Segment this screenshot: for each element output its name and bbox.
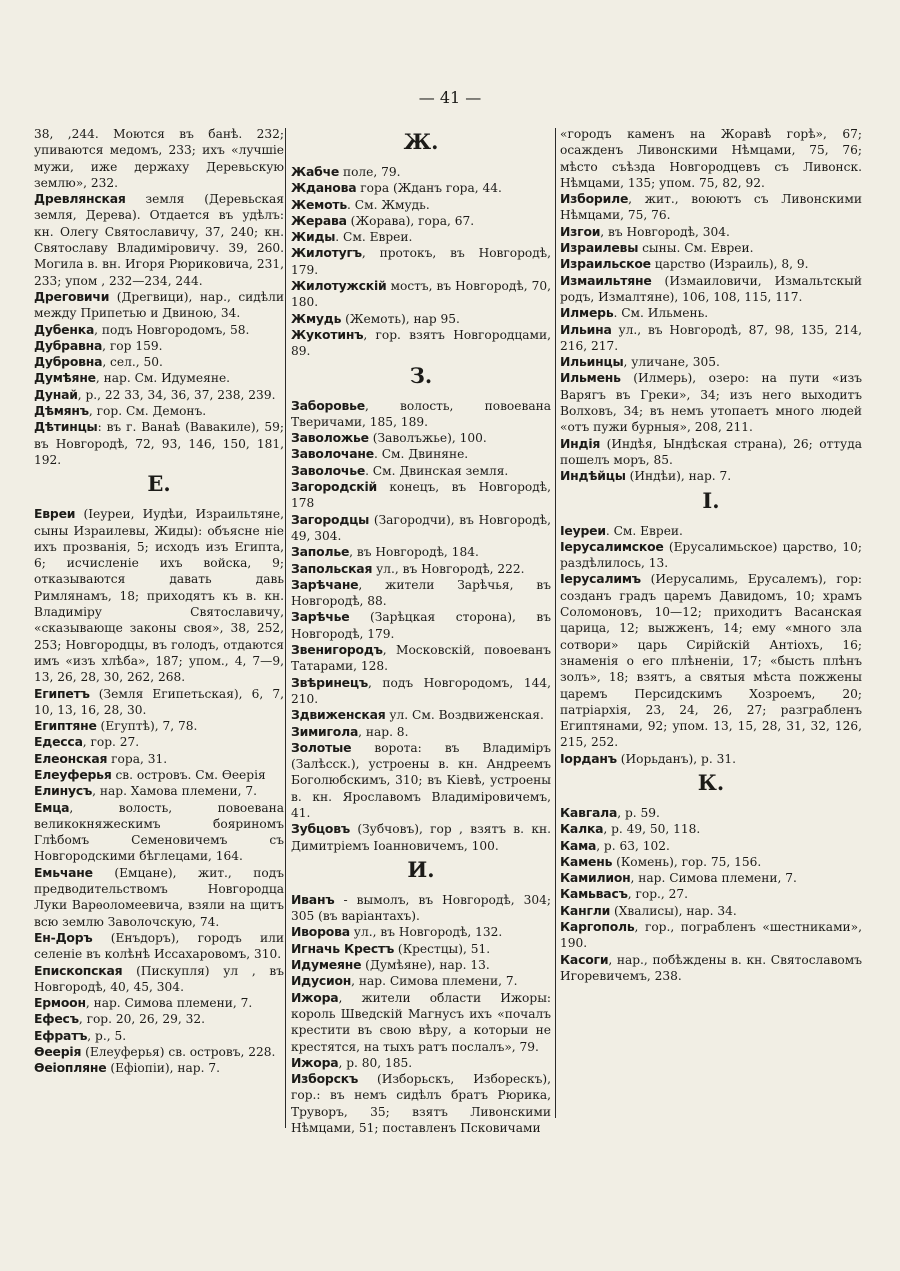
entry-text: , гор. 27. (82, 735, 140, 750)
entry-text: , нар. Хамова племени, 7. (92, 784, 257, 799)
entry-headword: Израилевы (560, 240, 639, 256)
index-entry (34, 322, 284, 338)
index-entry (34, 865, 284, 930)
index-entry (560, 821, 862, 837)
entry-text: , Московскій, повоеванъ Татарами, 128. (291, 643, 551, 674)
entry-text: . См. Двинская земля. (365, 463, 509, 478)
entry-headword: Золотые (291, 739, 352, 755)
entry-headword: Заволочане (291, 446, 374, 462)
entry-headword: Іеуреи (560, 522, 606, 538)
entry-headword: Избориле (560, 191, 629, 207)
index-entry (291, 213, 551, 229)
entry-text: царство (Израиль), 8, 9. (650, 257, 809, 272)
index-entry (34, 767, 284, 783)
entry-headword: Камень (560, 853, 613, 869)
entry-text: , жители области Ижоры: король Шведскій Магнусъ ихъ «почалъ крестити въ свою вѣру, а которыи не крестятся, на тыхъ ратъ послалъ», 79. (291, 990, 551, 1054)
entry-headword: Елеонская (34, 750, 108, 766)
entry-text: , нар. См. Идумеяне. (95, 371, 231, 386)
entry-text: ворота: въ Владиміръ (Залѣсск.), устроены в. кн. Андреемъ Боголюбскимъ, 310; въ Кіевѣ, устроены в. кн. Ярославомъ Владиміровичемъ, 41. (291, 740, 551, 820)
column-divider (285, 128, 286, 1128)
index-entry (291, 245, 551, 278)
entry-text: конецъ, въ Новгородѣ, 178 (291, 480, 551, 511)
index-entry (291, 724, 551, 740)
entry-headword: Дунай (34, 386, 78, 402)
index-column-2 (291, 126, 551, 1136)
entry-headword: Идумеяне (291, 957, 362, 973)
entry-text: (Елеуферья) св. островъ, 228. (81, 1045, 276, 1060)
index-entry (34, 403, 284, 419)
index-entry (34, 800, 284, 865)
index-entry (34, 191, 284, 289)
entry-text: (Земля Египетьская), 6, 7, 10, 13, 16, 28, 30. (34, 686, 284, 717)
index-entry (291, 973, 551, 989)
entry-text: (Зубчовъ), гор , взятъ в. кн. Димитріемъ Іоанновичемъ, 100. (291, 822, 551, 853)
entry-text: (Крестцы), 51. (394, 941, 491, 956)
index-entry (560, 273, 862, 306)
index-entry (291, 180, 551, 196)
entry-text: , нар. Симова племени, 7. (351, 974, 518, 989)
entry-text: (Іеуреи, Иудѣи, Израильтяне, сыны Израилевы, Жиды): объясне ніе ихъ прозванія, 5; исходъ изъ Египта, 6; исчисленіе ихъ войска, 9; отказываются давать давь Римлянамъ, 18; приходятъ къ в. кн. Владиміру Святославичу, «сказывающе законы своя», 38, 252, 253; Новгородцы, въ голодъ, отдаются имъ «изъ хлѣба», 187; упом., 4, 7—9, 13, 26, 28, 30, 262, 268. (34, 507, 284, 685)
section-letter: I. (702, 487, 720, 513)
index-entry (34, 354, 284, 370)
index-column-3 (560, 126, 862, 984)
entry-headword: Ѳеіопляне (34, 1060, 107, 1076)
entry-headword: Дѣтинцы (34, 419, 98, 435)
index-entry (291, 398, 551, 431)
entry-text: (Жемоть), нар 95. (341, 311, 460, 326)
index-entry (34, 419, 284, 468)
entry-text: , р. 80, 185. (338, 1055, 413, 1070)
entry-headword: Зубцовъ (291, 821, 350, 837)
entry-headword: Іерусалимское (560, 538, 664, 554)
index-entry (560, 870, 862, 886)
entry-headword: Зарѣчье (291, 609, 350, 625)
entry-headword: Думѣяне (34, 370, 96, 386)
entry-headword: Звенигородъ (291, 642, 383, 658)
index-entry (291, 675, 551, 708)
entry-headword: Кангли (560, 902, 611, 918)
entry-text: . См. Евреи. (335, 230, 413, 245)
entry-headword: Заборовье (291, 397, 365, 413)
entry-headword: Елеуферья (34, 766, 112, 782)
index-entry (291, 577, 551, 610)
entry-headword: Идусион (291, 973, 352, 989)
entry-headword: Емца (34, 799, 70, 815)
entry-headword: Дреговичи (34, 288, 110, 304)
entry-text: , нар. 8. (358, 724, 409, 739)
index-entry (291, 707, 551, 723)
entry-text: ул. См. Воздвиженская. (385, 708, 544, 723)
entry-text: (Изборьскъ, Изборескъ), гор.: въ немъ сидѣлъ братъ Рюрика, Труворъ, 35; взятъ Ливонскими Нѣмцами, 51; поставленъ Псковичами (291, 1072, 551, 1136)
index-entry (34, 734, 284, 750)
entry-text: ул., въ Новгородѣ, 87, 98, 135, 214, 216, 217. (560, 322, 862, 353)
entry-text: (Думѣяне), нар. 13. (361, 958, 490, 973)
entry-headword: Заволожье (291, 430, 369, 446)
entry-headword: Ефратъ (34, 1027, 88, 1043)
entry-headword: Запольская (291, 560, 373, 576)
entry-text: , нар. Симова племени, 7. (630, 871, 797, 886)
entry-text: (Иорьданъ), р. 31. (616, 751, 736, 766)
entry-text: , р., 22 33, 34, 36, 37, 238, 239. (77, 387, 276, 402)
entry-text: . См. Ильмень. (613, 306, 709, 321)
section-letter: З. (409, 362, 433, 388)
entry-headword: Жданова (291, 180, 357, 196)
entry-headword: Заполье (291, 544, 350, 560)
entry-headword: Дубравна (34, 337, 103, 353)
entry-text: (Комень), гор. 75, 156. (612, 854, 762, 869)
entry-headword: Иворова (291, 924, 350, 940)
entry-text: , гор., пограбленъ «шестниками», 190. (560, 920, 862, 951)
entry-headword: Камилион (560, 870, 631, 886)
entry-headword: Жиды (291, 229, 336, 245)
entry-text: поле, 79. (339, 165, 401, 179)
entry-headword: Ижора (291, 989, 339, 1005)
entry-text: гора (Жданъ гора, 44. (356, 181, 502, 196)
entry-headword: Емьчане (34, 864, 93, 880)
entry-headword: Египтяне (34, 718, 97, 734)
entry-text: гора, 31. (107, 751, 168, 766)
entry-headword: Едесса (34, 734, 83, 750)
index-entry (560, 126, 862, 191)
section-letter: К. (697, 769, 725, 795)
index-entry (291, 164, 551, 180)
entry-text: , гор. взятъ Новгородцами, 89. (291, 327, 551, 359)
index-entry (560, 854, 862, 870)
entry-headword: Зимигола (291, 723, 359, 739)
entry-headword: Звѣринецъ (291, 674, 368, 690)
entry-headword: Дубенка (34, 321, 95, 337)
index-entry (291, 544, 551, 560)
entry-text: (Егуптѣ), 7, 78. (96, 719, 198, 734)
entry-headword: Ефесъ (34, 1011, 79, 1027)
index-entry (34, 1011, 284, 1027)
entry-headword: Жилотужскій (291, 278, 387, 294)
index-entry (291, 892, 551, 925)
index-entry (560, 354, 862, 370)
entry-text: , р. 49, 50, 118. (603, 822, 701, 837)
entry-text: . См. Жмудь. (347, 197, 430, 212)
entry-headword: Ермоон (34, 995, 86, 1011)
entry-headword: Кавгала (560, 804, 618, 820)
index-entry (560, 919, 862, 952)
entry-text: земля (Деревьская земля, Дерева). Отдается въ удѣлъ: кн. Олегу Святославичу, 37, 240; кн. Святославу Владиміровичу. 39, 260. Могила в. вн. Игоря Рюриковича, 231, 233; упом , 232—234, 244. (34, 192, 284, 288)
entry-text: (Жорава), гора, 67. (346, 213, 475, 228)
entry-text: , нар. Симова племени, 7. (85, 996, 253, 1011)
entry-headword: Іерусалимъ (560, 571, 641, 587)
index-entry (560, 903, 862, 919)
index-entry (291, 561, 551, 577)
entry-text: ул., въ Новгородѣ, 132. (349, 925, 503, 940)
entry-text: , р. 59. (617, 805, 660, 820)
entry-headword: Жабче (291, 164, 340, 179)
entry-headword: Дубровна (34, 354, 103, 370)
index-entry (560, 523, 862, 539)
entry-headword: Древлянская (34, 191, 126, 207)
entry-headword: Изборскъ (291, 1071, 359, 1087)
entry-headword: Каргополь (560, 919, 635, 935)
index-entry (34, 718, 284, 734)
index-entry (34, 1060, 284, 1076)
index-entry (34, 751, 284, 767)
entry-headword: Ильина (560, 321, 612, 337)
entry-text: (Пискупля) ул , въ Новгородѣ, 40, 45, 304. (34, 963, 284, 994)
index-entry (34, 338, 284, 354)
index-entry (34, 126, 284, 191)
index-entry (560, 751, 862, 767)
index-entry (560, 468, 862, 484)
entry-headword: Загородцы (291, 511, 370, 527)
index-entry (291, 924, 551, 940)
entry-headword: Камьвасъ (560, 886, 628, 902)
entry-headword: Загородскій (291, 479, 378, 495)
index-entry (291, 311, 551, 327)
index-entry (560, 256, 862, 272)
entry-headword: Зарѣчане (291, 576, 359, 592)
index-entry (291, 957, 551, 973)
entry-headword: Елинусъ (34, 783, 93, 799)
entry-text: мостъ, въ Новгородѣ, 70, 180. (291, 279, 551, 310)
entry-text: (Зарѣцкая сторона), въ Новгородѣ, 179. (291, 610, 551, 641)
entry-text: «городъ каменъ на Жоравѣ горѣ», 67; осажденъ Ливонскими Нѣмцами, 75, 76; мѣсто съѣзда Новгородцевъ съ Ливонск. Нѣмцами, 135; упом. 75, 82, 92. (560, 127, 862, 190)
entry-text: , въ Новгородѣ, 304. (600, 224, 730, 239)
entry-text: : въ г. Ванаѣ (Вавакиле), 59; въ Новгородѣ, 72, 93, 146, 150, 181, 192. (34, 420, 284, 467)
entry-headword: Ильинцы (560, 354, 624, 370)
index-entry (291, 1055, 551, 1071)
entry-text: (Илмерь), озеро: на пути «изъ Варягъ въ Греки», 34; изъ него выходитъ Волховъ, 34; въ немъ утопаетъ много людей «отъ пужи бурныя», 208, 211. (560, 371, 862, 435)
entry-text: , протокъ, въ Новгородѣ, 179. (291, 246, 551, 277)
index-entry (34, 930, 284, 963)
entry-headword: Заволочье (291, 462, 366, 478)
index-entry (291, 197, 551, 213)
index-entry (560, 838, 862, 854)
entry-headword: Илмерь (560, 305, 614, 321)
entry-text: , гор 159. (102, 338, 163, 353)
entry-text: , гор., 27. (627, 887, 688, 902)
index-entry (291, 821, 551, 854)
entry-text: ул., въ Новгородѣ, 222. (372, 561, 525, 576)
index-entry (34, 506, 284, 685)
index-entry (560, 571, 862, 750)
entry-text: , гор. См. Демонъ. (88, 404, 207, 419)
entry-text: (Дрегвици), нар., сидѣли между Припетью и Двиною, 34. (34, 289, 284, 321)
entry-text: (Хвалисы), нар. 34. (610, 903, 737, 918)
entry-headword: Ижора (291, 1054, 339, 1070)
index-entry (291, 229, 551, 245)
entry-text: (Емцане), жит., подъ предводительствомъ Новгородца Луки Варѳоломеевича, взяли на щитъ всю землю Заволочскую, 74. (34, 865, 284, 929)
entry-headword: Жемоть (291, 196, 348, 212)
index-entry (291, 479, 551, 512)
page-number: — 41 — (418, 88, 482, 107)
entry-text: , подъ Новгородомъ, 58. (94, 322, 250, 337)
index-entry (34, 783, 284, 799)
section-letter: И. (407, 856, 435, 882)
index-entry (560, 305, 862, 321)
entry-headword: Ѳеерія (34, 1044, 82, 1060)
index-entry (291, 740, 551, 821)
index-column-1 (34, 126, 284, 1077)
entry-text: - вымолъ, въ Новгородѣ, 304; 305 (въ варіантахъ). (291, 892, 551, 924)
entry-text: (Енъдоръ), городъ или селеніе въ колѣнѣ Иссахаровомъ, 310. (34, 930, 284, 962)
entry-headword: Касоги (560, 951, 609, 967)
section-letter: Е. (147, 471, 171, 497)
entry-text: . См. Евреи. (605, 523, 683, 538)
entry-headword: Калка (560, 821, 604, 837)
index-entry (291, 278, 551, 311)
entry-text: , въ Новгородѣ, 184. (349, 545, 479, 560)
entry-text: (Ефіопіи), нар. 7. (106, 1061, 220, 1076)
index-entry (560, 805, 862, 821)
entry-text: , подъ Новгородомъ, 144, 210. (291, 675, 551, 706)
index-entry (34, 1028, 284, 1044)
entry-text: , жит., воюютъ съ Ливонскими Нѣмцами, 75, 76. (560, 192, 862, 223)
entry-headword: Здвиженская (291, 707, 386, 723)
entry-headword: Жилотугъ (291, 245, 362, 261)
index-entry (34, 995, 284, 1011)
index-entry (291, 463, 551, 479)
entry-text: (Индѣя, Ындѣская страна), 26; оттуда пошелъ моръ, 85. (560, 436, 862, 467)
entry-headword: Ильмень (560, 370, 621, 386)
entry-text: , р. 63, 102. (596, 838, 670, 853)
entry-text: (Индѣи), нар. 7. (625, 469, 732, 484)
entry-headword: Жерава (291, 212, 347, 228)
entry-text: , волость, повоевана Тверичами, 185, 189. (291, 398, 551, 429)
index-entry (291, 642, 551, 675)
entry-headword: Іорданъ (560, 750, 617, 766)
index-entry (291, 446, 551, 462)
entry-text: , уличане, 305. (623, 355, 720, 370)
entry-headword: Иванъ (291, 891, 335, 907)
entry-text: , нар., побѣждены в. кн. Святославомъ Игоревичемъ, 238. (560, 952, 862, 983)
entry-headword: Израильское (560, 256, 651, 272)
entry-headword: Евреи (34, 506, 76, 522)
index-entry (34, 289, 284, 322)
section-letter: Ж. (403, 129, 439, 154)
entry-text: , жители Зарѣчья, въ Новгородѣ, 88. (291, 577, 551, 609)
column-divider (555, 128, 556, 1118)
index-entry (34, 963, 284, 996)
index-entry (291, 1071, 551, 1136)
index-entry (34, 1044, 284, 1060)
entry-headword: Жмудь (291, 310, 342, 326)
index-entry (560, 191, 862, 224)
index-entry (291, 512, 551, 545)
index-entry (34, 387, 284, 403)
index-entry (560, 539, 862, 572)
entry-headword: Индѣйцы (560, 468, 626, 484)
entry-text: (Измаиловичи, Измальтскый родъ, Измалтяне), 106, 108, 115, 117. (560, 273, 862, 304)
entry-text: , сел., 50. (102, 355, 163, 370)
entry-headword: Ен-Доръ (34, 929, 93, 945)
entry-headword: Египетъ (34, 685, 90, 701)
entry-text: , р., 5. (87, 1028, 127, 1043)
index-entry (291, 941, 551, 957)
index-entry (560, 224, 862, 240)
entry-text: (Иерусалимь, Ерусалемъ), гор: созданъ градъ царемъ Давидомъ, 10; храмъ Соломоновъ, 10—12; приходитъ Васанская царица, 12; выжженъ, 14; ему «много зла сотвори» царь Сирійскій Антіохъ, 16; знаменія о его плѣненіи, 17; «бысть плѣнъ золъ», 18; взятъ, а святыя мѣста пожжены царемъ Персидскимъ Хозроемъ, 20; патріархія, 23, 24, 26, 27; разграбленъ Египтянами, 92; упом. 13, 15, 28, 31, 32, 126, 215, 252. (560, 572, 862, 750)
entry-headword: Игначь Крестъ (291, 940, 395, 956)
index-entry (560, 240, 862, 256)
entry-headword: Изгои (560, 223, 601, 239)
index-entry (560, 370, 862, 435)
entry-headword: Жукотинъ (291, 326, 364, 342)
index-entry (560, 322, 862, 355)
index-entry (34, 370, 284, 386)
index-entry (291, 430, 551, 446)
entry-text: св. островъ. См. Ѳеерія (111, 767, 266, 782)
index-entry (291, 990, 551, 1055)
entry-headword: Епископская (34, 962, 123, 978)
entry-text: 38, ,244. Моются въ банѣ. 232; упиваются медомъ, 233; ихъ «лучшіе мужи, иже держаху Деревьскую землю», 232. (34, 127, 284, 190)
index-entry (291, 327, 551, 360)
entry-text: . См. Двиняне. (373, 447, 469, 462)
index-entry (560, 952, 862, 985)
index-entry (34, 686, 284, 719)
entry-text: (Загородчи), въ Новгородѣ, 49, 304. (291, 512, 551, 543)
entry-text: сыны. См. Евреи. (638, 241, 754, 256)
index-entry (560, 886, 862, 902)
entry-headword: Кама (560, 837, 597, 853)
entry-text: (Ерусалимьское) царство, 10; раздѣлилось, 13. (560, 539, 862, 571)
entry-headword: Измаильтяне (560, 272, 652, 288)
entry-headword: Дѣмянъ (34, 403, 89, 419)
entry-headword: Индія (560, 435, 601, 451)
index-entry (291, 609, 551, 642)
entry-text: , волость, повоевана великокняжескимъ бояриномъ Глѣбомъ Семеновичемъ съ Новгородскими бѣглецами, 164. (34, 800, 284, 864)
index-entry (560, 436, 862, 469)
entry-text: , гор. 20, 26, 29, 32. (78, 1012, 205, 1027)
entry-text: (Заволъжье), 100. (368, 431, 487, 446)
